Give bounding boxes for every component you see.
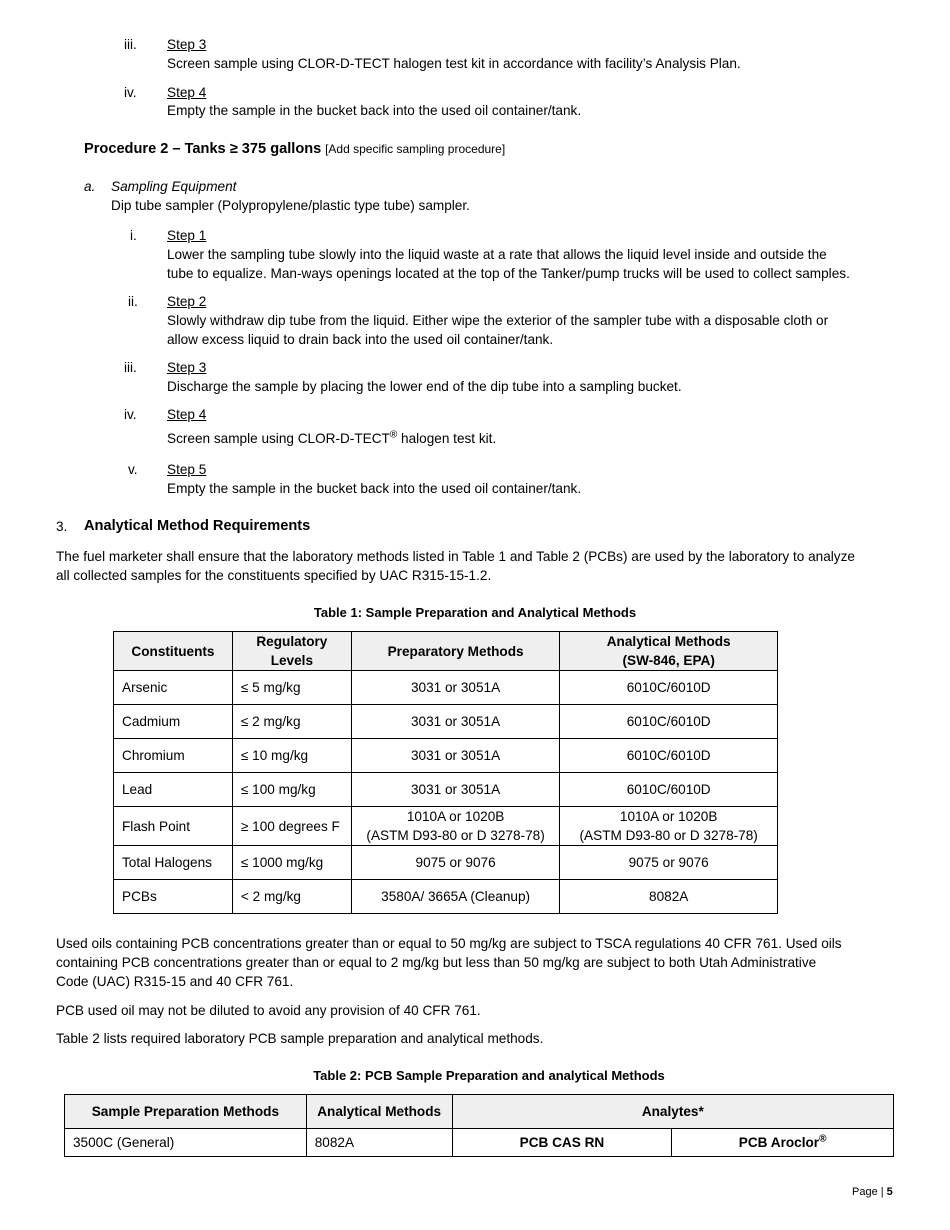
- header-line: Levels: [270, 653, 314, 668]
- header-cell: Analytes*: [452, 1095, 893, 1129]
- step-title: Step 3: [167, 37, 207, 52]
- step-num: ii.: [128, 294, 138, 309]
- step-text-line: allow excess liquid to drain back into the used oil container/tank.: [167, 332, 554, 347]
- equip-text: Dip tube sampler (Polypropylene/plastic type tube) sampler.: [111, 198, 470, 213]
- cell: Lead: [114, 773, 233, 807]
- cell: ≥ 100 degrees F: [232, 807, 351, 846]
- cell: 9075 or 9076: [351, 846, 560, 880]
- cell: [560, 807, 778, 846]
- page-footer: [852, 1183, 893, 1202]
- section-number: 3.: [56, 519, 68, 534]
- equip-title: Sampling Equipment: [111, 179, 237, 194]
- procedure-2-heading: [84, 139, 505, 159]
- step-text-line: tube to equalize. Man-ways openings located at the top of the Tanker/pump trucks will be used to collect samples.: [167, 266, 850, 281]
- page-number: 5: [886, 1186, 893, 1198]
- cell: 3031 or 3051A: [351, 705, 560, 739]
- cell: 6010C/6010D: [560, 671, 778, 705]
- step-title: Step 4: [167, 407, 207, 422]
- cell: [672, 1129, 894, 1157]
- table-row: [114, 671, 778, 705]
- cell: Arsenic: [114, 671, 233, 705]
- text-post: halogen test kit.: [397, 431, 497, 446]
- table1-caption: Table 1: Sample Preparation and Analytical Methods: [313, 605, 637, 620]
- cell: 9075 or 9076: [560, 846, 778, 880]
- table-row: [114, 880, 778, 914]
- step-num: v.: [128, 462, 138, 477]
- step-title: Step 5: [167, 462, 207, 477]
- table-row: [114, 846, 778, 880]
- header-cell: Sample Preparation Methods: [65, 1095, 307, 1129]
- step-title: Step 4: [167, 85, 207, 100]
- cell: 6010C/6010D: [560, 705, 778, 739]
- text-pre: Screen sample using CLOR-D-TECT: [167, 431, 390, 446]
- cell: 8082A: [306, 1129, 452, 1157]
- step-text-line: [167, 429, 496, 448]
- step-text: Empty the sample in the bucket back into the used oil container/tank.: [167, 103, 582, 118]
- header-line: (SW-846, EPA): [622, 653, 715, 668]
- paragraph: PCB used oil may not be diluted to avoid any provision of 40 CFR 761.: [56, 1003, 481, 1018]
- step-text-line: Empty the sample in the bucket back into the used oil container/tank.: [167, 481, 582, 496]
- cell: 8082A: [560, 880, 778, 914]
- cell: [351, 807, 560, 846]
- table2-caption: Table 2: PCB Sample Preparation and analytical Methods: [313, 1068, 665, 1083]
- cell: 3031 or 3051A: [351, 739, 560, 773]
- step-title: Step 3: [167, 360, 207, 375]
- paragraph-line: Code (UAC) R315-15 and 40 CFR 761.: [56, 974, 294, 989]
- table-header-row: [65, 1095, 894, 1129]
- section-title: Analytical Method Requirements: [84, 518, 311, 534]
- cell: 3031 or 3051A: [351, 671, 560, 705]
- cell-line: (ASTM D93-80 or D 3278-78): [579, 828, 758, 843]
- cell: PCBs: [114, 880, 233, 914]
- step-num: i.: [130, 228, 137, 243]
- cell: Cadmium: [114, 705, 233, 739]
- cell: 3580A/ 3665A (Cleanup): [351, 880, 560, 914]
- cell: ≤ 5 mg/kg: [232, 671, 351, 705]
- intro-line: all collected samples for the constituents specified by UAC R315-15-1.2.: [56, 568, 492, 583]
- step-text-line: Lower the sampling tube slowly into the liquid waste at a rate that allows the liquid level inside and outside the: [167, 247, 827, 262]
- cell-text: PCB Aroclor: [738, 1135, 820, 1150]
- paragraph: Table 2 lists required laboratory PCB sample preparation and analytical methods.: [56, 1031, 544, 1046]
- step-num: iii.: [124, 360, 137, 375]
- cell: Chromium: [114, 739, 233, 773]
- heading-text: Procedure 2 – Tanks ≥ 375 gallons: [84, 141, 322, 157]
- step-num: iv.: [124, 407, 137, 422]
- step-num: iii.: [124, 37, 137, 52]
- cell: 3031 or 3051A: [351, 773, 560, 807]
- step-title: Step 1: [167, 228, 207, 243]
- registered-mark: ®: [389, 429, 398, 441]
- equip-label: a.: [84, 179, 96, 194]
- cell: 6010C/6010D: [560, 739, 778, 773]
- table-row: [114, 807, 778, 846]
- cell: ≤ 2 mg/kg: [232, 705, 351, 739]
- paragraph-line: containing PCB concentrations greater than or equal to 2 mg/kg but less than 50 mg/kg are subject to both Utah Administrative: [56, 955, 817, 970]
- step-text-line: Discharge the sample by placing the lower end of the dip tube into a sampling bucket.: [167, 379, 682, 394]
- header-line: Regulatory: [256, 634, 328, 649]
- cell: ≤ 1000 mg/kg: [232, 846, 351, 880]
- header-cell: Constituents: [114, 632, 233, 671]
- table-row: [114, 739, 778, 773]
- table-header-row: [114, 632, 778, 671]
- cell: Flash Point: [114, 807, 233, 846]
- cell: 6010C/6010D: [560, 773, 778, 807]
- table2: [64, 1094, 894, 1157]
- cell: < 2 mg/kg: [232, 880, 351, 914]
- step-text: Screen sample using CLOR-D-TECT halogen test kit in accordance with facility’s Analysis Plan.: [167, 56, 741, 71]
- table-row: [114, 773, 778, 807]
- heading-note: [Add specific sampling procedure]: [325, 142, 506, 156]
- step-text-line: Slowly withdraw dip tube from the liquid. Either wipe the exterior of the sampler tube with a disposable cloth or: [167, 313, 829, 328]
- table-row: [114, 705, 778, 739]
- header-cell: Analytical Methods: [306, 1095, 452, 1129]
- header-cell: [560, 632, 778, 671]
- cell-line: 1010A or 1020B: [619, 809, 718, 824]
- cell-line: (ASTM D93-80 or D 3278-78): [366, 828, 545, 843]
- registered-mark: ®: [819, 1133, 827, 1145]
- table1: [113, 631, 778, 914]
- step-num: iv.: [124, 85, 137, 100]
- cell: PCB CAS RN: [452, 1129, 672, 1157]
- header-cell: [232, 632, 351, 671]
- table-row: [65, 1129, 894, 1157]
- cell: 3500C (General): [65, 1129, 307, 1157]
- footer-label: Page |: [852, 1186, 887, 1198]
- cell: ≤ 100 mg/kg: [232, 773, 351, 807]
- header-cell: Preparatory Methods: [351, 632, 560, 671]
- paragraph-line: Used oils containing PCB concentrations greater than or equal to 50 mg/kg are subject to TSCA regulations 40 CFR 761. Used oils: [56, 936, 842, 951]
- step-title: Step 2: [167, 294, 207, 309]
- header-line: Analytical Methods: [606, 634, 731, 649]
- cell-line: 1010A or 1020B: [406, 809, 505, 824]
- cell: Total Halogens: [114, 846, 233, 880]
- intro-line: The fuel marketer shall ensure that the laboratory methods listed in Table 1 and Table 2 (PCBs) are used by the laboratory to analyze: [56, 549, 855, 564]
- cell: ≤ 10 mg/kg: [232, 739, 351, 773]
